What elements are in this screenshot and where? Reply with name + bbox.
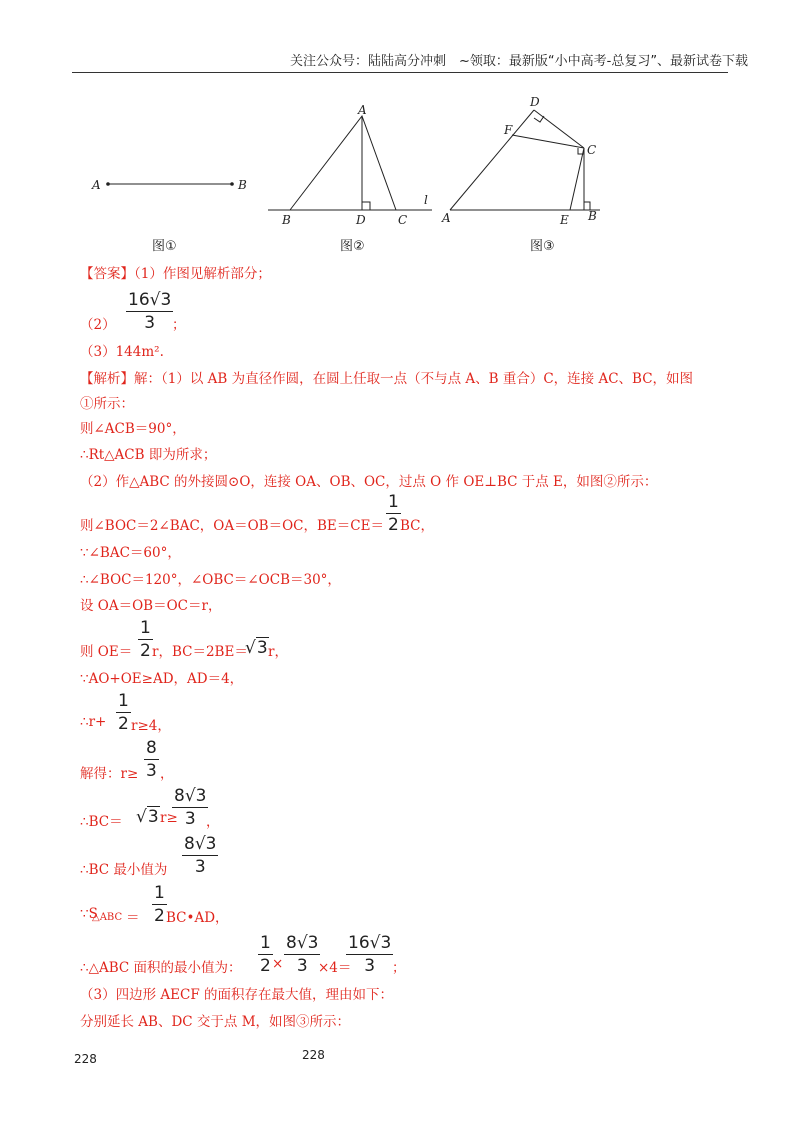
fraction-bar [386, 513, 401, 514]
numerator: 1 [140, 618, 151, 638]
fraction-bar [182, 855, 218, 856]
denominator: 2 [154, 906, 165, 926]
numerator: 1 [388, 492, 399, 512]
denominator: 2 [118, 714, 129, 734]
label-d: D [530, 95, 540, 109]
sqrt-3: √3 [245, 638, 268, 658]
denominator: 2 [260, 956, 271, 976]
fraction-8-3 [144, 738, 159, 781]
numerator: 1 [118, 691, 129, 711]
segment-dc [534, 110, 584, 148]
denominator: 3 [194, 857, 206, 877]
answer-line-1: 【答案】（1）作图见解析部分； [80, 266, 271, 282]
segment-fc [512, 135, 584, 148]
analysis-line-3: 则∠ACB＝90°， [80, 421, 186, 437]
analysis-line-14-suffix: ， [206, 814, 220, 830]
denominator: 3 [184, 809, 196, 829]
label-b: B [588, 209, 597, 223]
fraction-bar [172, 807, 208, 808]
fraction-8root3-3 [172, 786, 208, 829]
figure-1 [80, 160, 260, 260]
analysis-line-17-prefix: ∴△ABC 面积的最小值为： [80, 960, 242, 976]
analysis-line-10-suffix: r， [268, 644, 288, 660]
analysis-line-11: ∵AO+OE≥AD，AD＝4， [80, 671, 244, 687]
label-f: F [504, 123, 513, 137]
denominator: 3 [364, 956, 376, 976]
numerator: 8 [146, 738, 157, 758]
answer-fraction [126, 290, 173, 333]
numerator: 1 [260, 933, 271, 953]
label-c: C [398, 213, 408, 227]
analysis-line-7: ∵∠BAC＝60°， [80, 545, 181, 561]
fraction-half [152, 883, 167, 926]
analysis-line-4: ∴Rt△ACB 即为所求； [80, 447, 217, 463]
segment-ec [570, 148, 584, 210]
analysis-line-9: 设 OA＝OB＝OC＝r， [80, 598, 222, 614]
answer-line-2-prefix: （2） [80, 317, 116, 333]
figure-3 [440, 92, 620, 262]
caption-fig3: 图③ [530, 239, 555, 254]
fraction-half [138, 618, 153, 661]
fraction-half [258, 933, 273, 976]
sqrt-3: √3 [136, 807, 159, 827]
analysis-line-17-suffix: ； [392, 960, 406, 976]
analysis-line-1: 【解析】解：（1）以 AB 为直径作圆，在圆上任取一点（不与点 A、B 重合）C，连接 AC、BC，如图 [80, 371, 694, 387]
analysis-line-16-eq: ＝ [126, 910, 140, 926]
fraction-8root3-3 [182, 834, 218, 877]
caption-fig2: 图② [340, 239, 365, 254]
fraction-bar [258, 954, 273, 955]
caption-fig1: 图① [152, 239, 177, 254]
figure-2 [262, 100, 442, 260]
denominator: 3 [146, 761, 157, 781]
label-l: l [424, 193, 428, 207]
fraction-bar [138, 639, 153, 640]
analysis-line-12-prefix: ∴r+ [80, 714, 107, 730]
analysis-line-5: （2）作△ABC 的外接圆⊙O，连接 OA、OB、OC，过点 O 作 OE⊥BC 于点 E，如图②所示： [80, 474, 658, 490]
analysis-line-10: 则 OE＝ [80, 644, 133, 660]
point-a [106, 182, 110, 186]
times-sign: × [272, 956, 284, 972]
fraction-bar [346, 954, 393, 955]
denominator: 2 [388, 515, 399, 535]
label-a: A [358, 103, 367, 117]
analysis-line-13-prefix: 解得：r≥ [80, 766, 139, 782]
point-b [230, 182, 234, 186]
right-angle-mark [362, 202, 370, 210]
numerator: 8√3 [174, 786, 207, 806]
denominator: 2 [140, 641, 151, 661]
label-a: A [92, 178, 101, 192]
header-text: 关注公众号：陆陆高分冲刺 ~领取：最新版“小中高考-总复习”、最新试卷下载 [290, 54, 749, 69]
fraction-bar [284, 954, 320, 955]
answer-line-2-suffix: ； [172, 317, 186, 333]
analysis-line-14-prefix: ∴BC＝ [80, 814, 123, 830]
header-rule [72, 72, 728, 73]
fraction-bar [144, 759, 159, 760]
analysis-line-19: 分别延长 AB、DC 交于点 M，如图③所示： [80, 1014, 351, 1030]
analysis-line-6: 则∠BOC＝2∠BAC，OA＝OB＝OC，BE＝CE＝ [80, 518, 384, 534]
numerator: 8√3 [286, 933, 319, 953]
fraction-8root3-3 [284, 933, 320, 976]
fraction-bar [116, 712, 131, 713]
label-d: D [356, 213, 366, 227]
analysis-line-6-suffix: BC， [400, 518, 435, 534]
page-number-left: 228 [74, 1052, 97, 1066]
analysis-line-14-mid: r≥ [160, 810, 178, 826]
fraction-bar [126, 311, 173, 312]
triangle-abc [290, 116, 396, 210]
analysis-line-8: ∴∠BOC＝120°，∠OBC＝∠OCB＝30°， [80, 572, 341, 588]
analysis-line-16-sub: △ABC [92, 912, 123, 923]
answer-line-3: （3）144m². [80, 344, 164, 360]
analysis-line-10-mid: r，BC＝2BE＝ [152, 644, 248, 660]
numerator: 8√3 [184, 834, 217, 854]
radicand: 3 [256, 638, 268, 658]
numerator: 16√3 [348, 933, 392, 953]
fraction-half [386, 492, 401, 535]
label-a: A [442, 211, 451, 225]
times-four: ×4＝ [318, 960, 352, 976]
analysis-line-2: ①所示： [80, 396, 134, 412]
label-b: B [282, 213, 291, 227]
numerator: 16√3 [128, 290, 172, 310]
label-c: C [587, 143, 597, 157]
numerator: 1 [154, 883, 165, 903]
analysis-line-13-suffix: ， [160, 766, 174, 782]
label-b: B [238, 178, 247, 192]
denominator: 3 [296, 956, 308, 976]
denominator: 3 [144, 313, 156, 333]
segment-ad [450, 110, 534, 210]
fraction-half [116, 691, 131, 734]
analysis-line-12-suffix: r≥4， [131, 718, 171, 734]
analysis-line-16-suffix: BC•AD， [166, 910, 229, 926]
analysis-line-15-prefix: ∴BC 最小值为 [80, 862, 168, 878]
analysis-line-16-prefix: ∵S [80, 906, 98, 922]
page-number-center: 228 [302, 1048, 325, 1062]
radicand: 3 [147, 807, 159, 827]
label-e: E [560, 213, 569, 227]
fraction-bar [152, 904, 167, 905]
analysis-line-18: （3）四边形 AECF 的面积存在最大值，理由如下： [80, 987, 393, 1003]
fraction-16root3-3 [346, 933, 393, 976]
